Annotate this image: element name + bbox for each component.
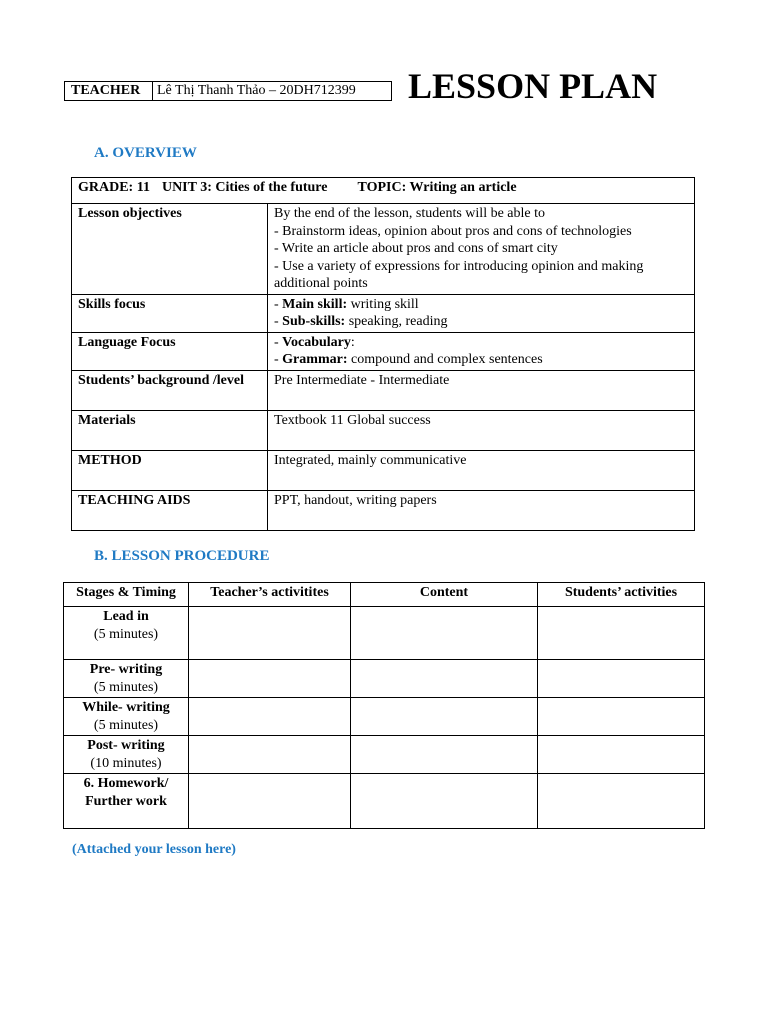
student-activity-cell xyxy=(538,698,705,736)
skills-value: - Main skill: writing skill - Sub-skills: speaking, reading xyxy=(268,294,695,332)
procedure-heading: B. LESSON PROCEDURE xyxy=(94,548,270,564)
page-title: LESSON PLAN xyxy=(408,66,658,106)
table-row xyxy=(64,607,705,660)
main-skill-value: writing skill xyxy=(347,296,419,312)
column-header: Content xyxy=(351,583,538,607)
grade-text: GRADE: 11 xyxy=(78,180,150,195)
stage-name: Post- writing xyxy=(87,738,165,753)
method-value: Integrated, mainly communicative xyxy=(268,450,695,490)
sub-skills-value: speaking, reading xyxy=(345,314,448,329)
column-header: Teacher’s activitites xyxy=(189,583,351,607)
grade-unit-topic xyxy=(72,178,695,204)
content-cell xyxy=(351,607,538,660)
table-row xyxy=(72,490,695,530)
teacher-activity-cell xyxy=(189,698,351,736)
table-row xyxy=(72,450,695,490)
method-label: METHOD xyxy=(72,450,268,490)
stage-name: Lead in xyxy=(103,609,149,624)
stage-cell xyxy=(64,698,189,736)
vocabulary-label: Vocabulary xyxy=(282,334,351,350)
objectives-value xyxy=(268,204,695,295)
topic-text: TOPIC: Writing an article xyxy=(357,180,517,195)
stage-cell xyxy=(64,607,189,660)
column-header: Students’ activities xyxy=(538,583,705,607)
aids-value: PPT, handout, writing papers xyxy=(268,490,695,530)
table-row xyxy=(72,370,695,410)
student-activity-cell xyxy=(538,736,705,774)
stage-cell xyxy=(64,774,189,829)
stage-name: Pre- writing xyxy=(89,662,163,677)
student-activity-cell xyxy=(538,660,705,698)
stage-cell xyxy=(64,660,189,698)
content-cell xyxy=(351,660,538,698)
objective-line: - Brainstorm ideas, opinion about pros and cons of technologies xyxy=(274,223,632,239)
teacher-activity-cell xyxy=(189,774,351,829)
teacher-activity-cell xyxy=(189,736,351,774)
materials-value: Textbook 11 Global success xyxy=(268,410,695,450)
grammar-label: Grammar: xyxy=(282,352,348,367)
skills-label: Skills focus xyxy=(72,294,268,332)
teacher-info-box xyxy=(64,81,392,101)
stage-timing: (5 minutes) xyxy=(93,679,159,695)
teacher-name: Lê Thị Thanh Thảo – 20DH712399 xyxy=(157,83,356,98)
objective-line: - Write an article about pros and cons of smart city xyxy=(274,241,558,256)
table-row xyxy=(72,410,695,450)
objective-line: - Use a variety of expressions for introducing opinion and making additional points xyxy=(274,258,644,291)
unit-text: UNIT 3: Cities of the future xyxy=(161,180,328,195)
objective-line: By the end of the lesson, students will be able to xyxy=(274,206,546,221)
content-cell xyxy=(351,698,538,736)
column-header: Stages & Timing xyxy=(64,583,189,607)
background-label: Students’ background /level xyxy=(72,370,268,410)
language-value: - Vocabulary: - Grammar: compound and complex sentences xyxy=(268,332,695,370)
stage-timing: (5 minutes) xyxy=(93,717,159,733)
procedure-table xyxy=(63,582,705,829)
student-activity-cell xyxy=(538,774,705,829)
table-row xyxy=(64,698,705,736)
sub-skills-label: Sub-skills: xyxy=(282,314,346,329)
vocabulary-value: : xyxy=(350,334,355,350)
procedure-header-row xyxy=(64,583,705,607)
main-skill-label: Main skill: xyxy=(282,296,348,312)
grammar-value: compound and complex sentences xyxy=(347,352,543,367)
teacher-label: TEACHER xyxy=(65,82,153,100)
teacher-activity-cell xyxy=(189,607,351,660)
attached-note: (Attached your lesson here) xyxy=(72,842,236,857)
stage-name: 6. Homework/ Further work xyxy=(83,776,169,809)
objectives-label: Lesson objectives xyxy=(72,204,268,295)
table-row xyxy=(64,774,705,829)
language-label: Language Focus xyxy=(72,332,268,370)
content-cell xyxy=(351,736,538,774)
overview-table xyxy=(71,177,695,531)
stage-name: While- writing xyxy=(82,700,170,715)
table-row xyxy=(72,294,695,332)
content-cell xyxy=(351,774,538,829)
stage-cell xyxy=(64,736,189,774)
student-activity-cell xyxy=(538,607,705,660)
background-value: Pre Intermediate - Intermediate xyxy=(268,370,695,410)
materials-label: Materials xyxy=(72,410,268,450)
table-row xyxy=(64,736,705,774)
table-row xyxy=(72,332,695,370)
stage-timing: (5 minutes) xyxy=(93,626,159,642)
table-row xyxy=(72,204,695,295)
stage-timing: (10 minutes) xyxy=(90,755,162,771)
aids-label: TEACHING AIDS xyxy=(72,490,268,530)
table-row xyxy=(64,660,705,698)
overview-heading: A. OVERVIEW xyxy=(94,145,197,161)
overview-header-row xyxy=(72,178,695,204)
teacher-activity-cell xyxy=(189,660,351,698)
